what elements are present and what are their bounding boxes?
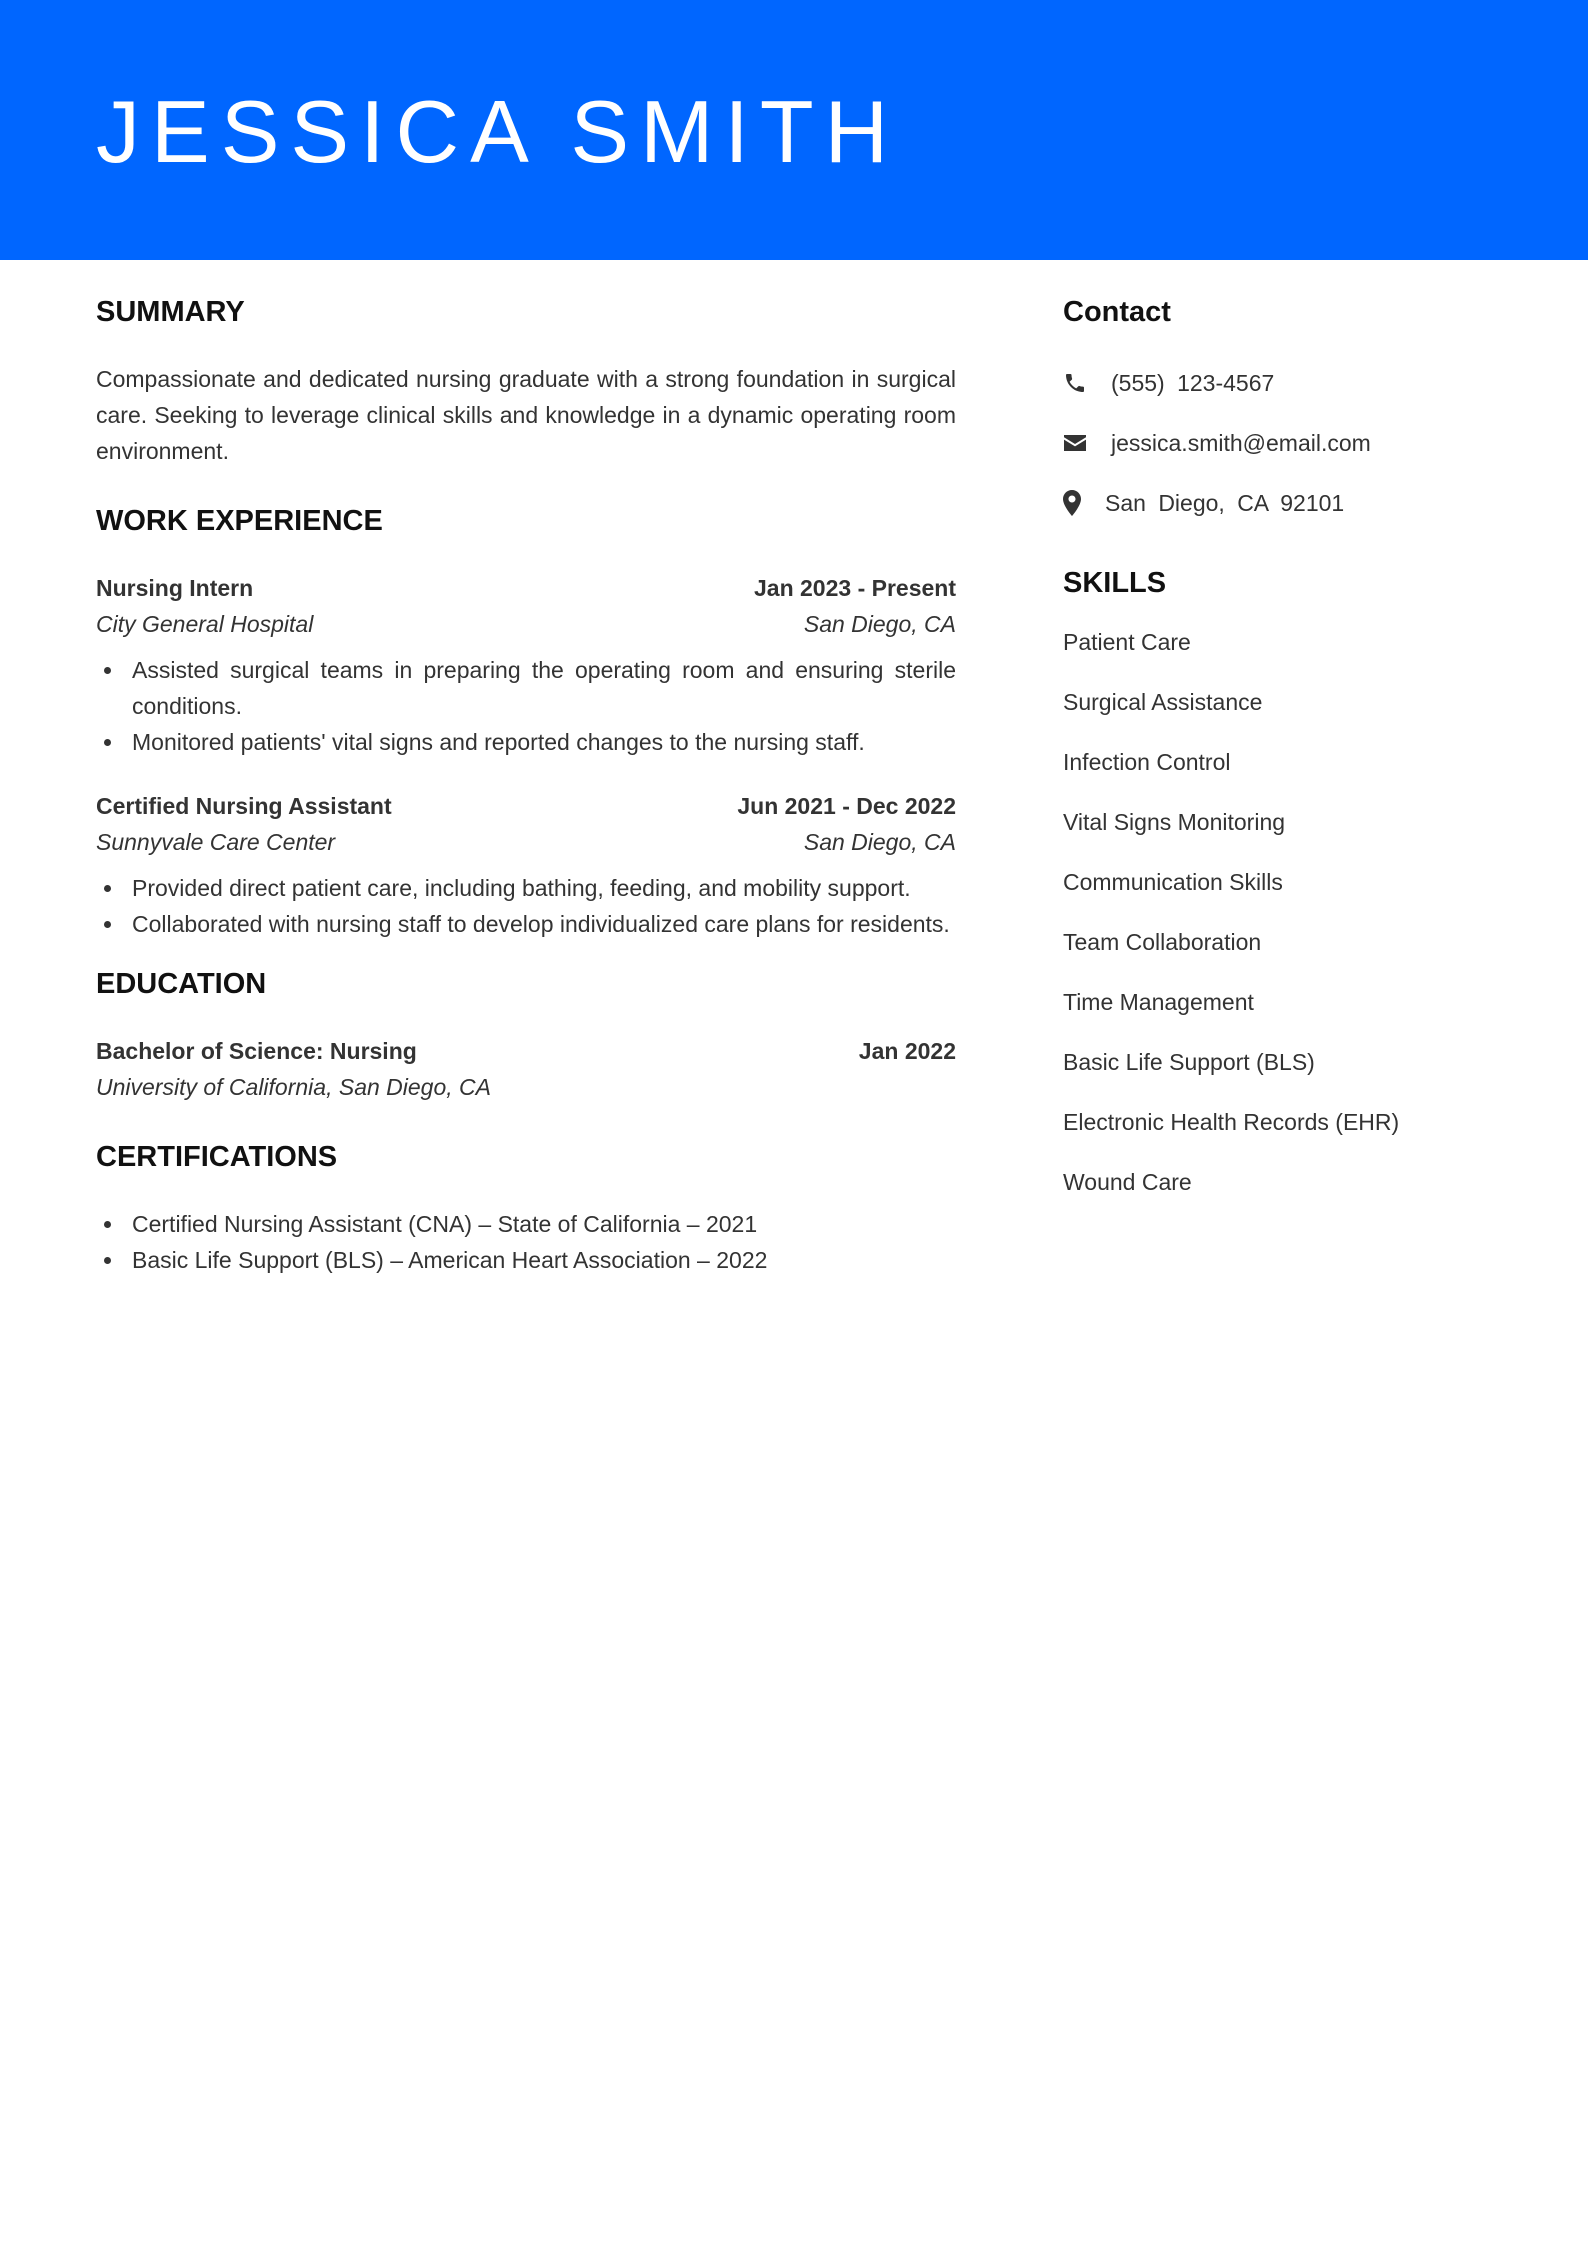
contact-heading: Contact bbox=[1063, 296, 1171, 328]
degree: Bachelor of Science: Nursing bbox=[96, 1038, 417, 1064]
sidebar-column bbox=[1063, 260, 1523, 1224]
candidate-name: JESSICA SMITH bbox=[96, 82, 900, 181]
certification-item: Certified Nursing Assistant (CNA) – State of California – 2021 bbox=[96, 1206, 956, 1242]
contact-phone bbox=[1063, 365, 1523, 401]
job-bullet: Assisted surgical teams in preparing the operating room and ensuring sterile conditions. bbox=[96, 652, 956, 724]
phone-number: (555) 123-4567 bbox=[1111, 370, 1275, 396]
map-marker-icon bbox=[1063, 490, 1105, 516]
skill-item: Electronic Health Records (EHR) bbox=[1063, 1109, 1400, 1135]
job-organization: City General Hospital bbox=[96, 611, 314, 637]
certifications-heading: CERTIFICATIONS bbox=[96, 1141, 338, 1173]
envelope-icon bbox=[1063, 433, 1111, 453]
job-dates: Jun 2021 - Dec 2022 bbox=[737, 793, 956, 819]
education-entry bbox=[96, 1033, 956, 1105]
resume-header bbox=[0, 0, 1588, 260]
job-organization: Sunnyvale Care Center bbox=[96, 829, 336, 855]
skill-item: Vital Signs Monitoring bbox=[1063, 809, 1286, 835]
job-location: San Diego, CA bbox=[803, 611, 956, 637]
skills-list bbox=[1063, 624, 1523, 1200]
location-text: San Diego, CA 92101 bbox=[1105, 490, 1345, 516]
contact-location bbox=[1063, 485, 1523, 521]
email-address: jessica.smith@email.com bbox=[1111, 430, 1371, 456]
skill-item: Team Collaboration bbox=[1063, 929, 1262, 955]
job-bullets bbox=[96, 870, 956, 942]
education-heading: EDUCATION bbox=[96, 968, 267, 1000]
summary-text: Compassionate and dedicated nursing graduate with a strong foundation in surgical care. Seeking to leverage clinical skills and knowledge in a dynamic operating room environment. bbox=[96, 366, 956, 464]
job-entry bbox=[96, 570, 956, 760]
job-title: Nursing Intern bbox=[96, 575, 254, 601]
job-location: San Diego, CA bbox=[803, 829, 956, 855]
skill-item: Infection Control bbox=[1063, 749, 1231, 775]
skill-item: Time Management bbox=[1063, 989, 1254, 1015]
job-entry bbox=[96, 788, 956, 942]
work-experience-heading: WORK EXPERIENCE bbox=[96, 505, 383, 537]
job-bullet: Provided direct patient care, including bathing, feeding, and mobility support. bbox=[96, 870, 956, 906]
job-bullet: Collaborated with nursing staff to develop individualized care plans for residents. bbox=[96, 906, 956, 942]
job-title: Certified Nursing Assistant bbox=[96, 793, 392, 819]
certifications-list bbox=[96, 1206, 956, 1278]
skill-item: Communication Skills bbox=[1063, 869, 1283, 895]
skills-heading: SKILLS bbox=[1063, 567, 1167, 599]
job-bullet: Monitored patients' vital signs and reported changes to the nursing staff. bbox=[96, 724, 956, 760]
school: University of California, San Diego, CA bbox=[96, 1074, 491, 1100]
job-bullets bbox=[96, 652, 956, 760]
certification-item: Basic Life Support (BLS) – American Heart Association – 2022 bbox=[96, 1242, 956, 1278]
skill-item: Patient Care bbox=[1063, 629, 1191, 655]
main-column bbox=[96, 260, 956, 1278]
graduation-date: Jan 2022 bbox=[858, 1038, 956, 1064]
skill-item: Basic Life Support (BLS) bbox=[1063, 1049, 1315, 1075]
phone-icon bbox=[1063, 371, 1111, 395]
contact-email bbox=[1063, 425, 1523, 461]
job-dates: Jan 2023 - Present bbox=[753, 575, 956, 601]
summary-heading: SUMMARY bbox=[96, 296, 245, 328]
skill-item: Surgical Assistance bbox=[1063, 689, 1263, 715]
skill-item: Wound Care bbox=[1063, 1169, 1192, 1195]
